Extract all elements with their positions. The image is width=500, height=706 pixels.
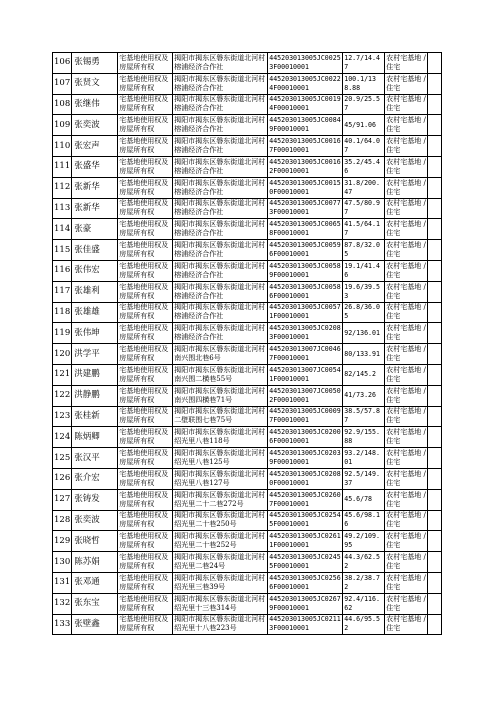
area-value-cell: 92.9/155.88 [343, 427, 385, 448]
owner-name-cell: 张新华 [72, 177, 118, 198]
land-use-cell: 农村宅基地 / 住宅 [385, 156, 428, 177]
land-use-cell: 农村宅基地 / 住宅 [385, 177, 428, 198]
unit-code-cell: 445203013005JC00658F00010001 [268, 219, 343, 240]
empty-cell [428, 260, 442, 281]
right-type-cell: 宅基地使用权及房屋所有权 [118, 468, 173, 489]
property-address-cell: 揭阳市揭东区磐东街道北河村榕浦经济合作社 [173, 240, 268, 261]
property-address-cell: 揭阳市揭东区磐东街道北河村榕浦经济合作社 [173, 94, 268, 115]
row-number-cell: 111 [53, 156, 72, 177]
table-row [53, 364, 442, 385]
property-address-cell: 揭阳市揭东区磐东街道北河村榕浦经济合作社 [173, 73, 268, 94]
right-type-cell: 宅基地使用权及房屋所有权 [118, 427, 173, 448]
owner-name-cell: 张宏声 [72, 136, 118, 157]
table-row [53, 156, 442, 177]
area-value-cell: 20.9/25.57 [343, 94, 385, 115]
table-row [53, 427, 442, 448]
table-row [53, 448, 442, 469]
right-type-cell: 宅基地使用权及房屋所有权 [118, 115, 173, 136]
area-value-cell: 47.5/80.97 [343, 198, 385, 219]
owner-name-cell: 张介宏 [72, 468, 118, 489]
empty-cell [428, 177, 442, 198]
right-type-cell: 宅基地使用权及房屋所有权 [118, 510, 173, 531]
empty-cell [428, 448, 442, 469]
land-use-cell: 农村宅基地 / 住宅 [385, 614, 428, 635]
right-type-cell: 宅基地使用权及房屋所有权 [118, 572, 173, 593]
right-type-cell: 宅基地使用权及房屋所有权 [118, 156, 173, 177]
row-number-cell: 127 [53, 489, 72, 510]
unit-code-cell: 445203013005JC02113F00010001 [268, 614, 343, 635]
land-use-cell: 农村宅基地 / 住宅 [385, 593, 428, 614]
area-value-cell: 40.1/64.07 [343, 136, 385, 157]
owner-name-cell: 张锡勇 [72, 53, 118, 74]
row-number-cell: 116 [53, 260, 72, 281]
owner-name-cell: 张东宝 [72, 593, 118, 614]
table-row [53, 115, 442, 136]
row-number-cell: 121 [53, 364, 72, 385]
land-use-cell: 农村宅基地 / 住宅 [385, 572, 428, 593]
land-use-cell: 农村宅基地 / 住宅 [385, 219, 428, 240]
unit-code-cell: 445203013005JC02039F00010001 [268, 448, 343, 469]
table-row [53, 531, 442, 552]
table-row [53, 593, 442, 614]
owner-name-cell: 张盛华 [72, 156, 118, 177]
right-type-cell: 宅基地使用权及房屋所有权 [118, 531, 173, 552]
empty-cell [428, 489, 442, 510]
unit-code-cell: 445203013005JC00150F00010001 [268, 177, 343, 198]
right-type-cell: 宅基地使用权及房屋所有权 [118, 614, 173, 635]
right-type-cell: 宅基地使用权及房屋所有权 [118, 219, 173, 240]
property-address-cell: 揭阳市揭东区磐东街道北河村榕浦经济合作社 [173, 156, 268, 177]
area-value-cell: 92.5/149.37 [343, 468, 385, 489]
empty-cell [428, 364, 442, 385]
table-row [53, 572, 442, 593]
unit-code-cell: 445203013005JC00194F00010001 [268, 94, 343, 115]
unit-code-cell: 445203013005JC02455F00010001 [268, 552, 343, 573]
owner-name-cell: 张伟宏 [72, 260, 118, 281]
unit-code-cell: 445203013005JC02083F00010001 [268, 323, 343, 344]
owner-name-cell: 洪学平 [72, 344, 118, 365]
area-value-cell: 35.2/45.46 [343, 156, 385, 177]
area-value-cell: 44.6/95.52 [343, 614, 385, 635]
land-use-cell: 农村宅基地 / 住宅 [385, 198, 428, 219]
area-value-cell: 26.8/36.05 [343, 302, 385, 323]
property-address-cell: 揭阳市揭东区磐东街道北河村绍光里二巷24号 [173, 552, 268, 573]
property-address-cell: 揭阳市揭东区磐东街道北河村榕浦经济合作社 [173, 219, 268, 240]
row-number-cell: 119 [53, 323, 72, 344]
row-number-cell: 117 [53, 281, 72, 302]
table-row [53, 468, 442, 489]
unit-code-cell: 445203013007JC00541F00010001 [268, 364, 343, 385]
table-row [53, 385, 442, 406]
row-number-cell: 131 [53, 572, 72, 593]
empty-cell [428, 198, 442, 219]
land-use-cell: 农村宅基地 / 住宅 [385, 448, 428, 469]
table-row [53, 614, 442, 635]
empty-cell [428, 115, 442, 136]
unit-code-cell: 445203013005JC00167F00010001 [268, 136, 343, 157]
property-address-cell: 揭阳市揭东区磐东街道北河村绍光里三巷39号 [173, 572, 268, 593]
owner-name-cell: 陈炳卿 [72, 427, 118, 448]
land-use-cell: 农村宅基地 / 住宅 [385, 260, 428, 281]
empty-cell [428, 510, 442, 531]
row-number-cell: 125 [53, 448, 72, 469]
empty-cell [428, 323, 442, 344]
row-number-cell: 126 [53, 468, 72, 489]
table-row [53, 281, 442, 302]
property-address-cell: 揭阳市揭东区磐东街道北河村榕浦经济合作社 [173, 323, 268, 344]
owner-name-cell: 张贤文 [72, 73, 118, 94]
land-use-cell: 农村宅基地 / 住宅 [385, 136, 428, 157]
row-number-cell: 113 [53, 198, 72, 219]
area-value-cell: 41/73.26 [343, 385, 385, 406]
area-value-cell: 45.6/98.16 [343, 510, 385, 531]
row-number-cell: 107 [53, 73, 72, 94]
land-use-cell: 农村宅基地 / 住宅 [385, 385, 428, 406]
row-number-cell: 124 [53, 427, 72, 448]
owner-name-cell: 张汉平 [72, 448, 118, 469]
unit-code-cell: 445203013005JC00849F00010001 [268, 115, 343, 136]
table-row [53, 177, 442, 198]
right-type-cell: 宅基地使用权及房屋所有权 [118, 448, 173, 469]
table-row [53, 219, 442, 240]
row-number-cell: 110 [53, 136, 72, 157]
property-address-cell: 揭阳市揭东区磐东街道北河村绍光里二十巷252号 [173, 531, 268, 552]
area-value-cell: 93.2/148.01 [343, 448, 385, 469]
empty-cell [428, 53, 442, 74]
right-type-cell: 宅基地使用权及房屋所有权 [118, 281, 173, 302]
row-number-cell: 130 [53, 552, 72, 573]
owner-name-cell: 张继伟 [72, 94, 118, 115]
property-address-cell: 揭阳市揭东区磐东街道北河村绍光里八巷127号 [173, 468, 268, 489]
unit-code-cell: 445203013005JC02607F00010001 [268, 489, 343, 510]
unit-code-cell: 445203013005JC02566F00010001 [268, 572, 343, 593]
table-row [53, 323, 442, 344]
area-value-cell: 44.3/62.52 [343, 552, 385, 573]
area-value-cell: 45.6/78 [343, 489, 385, 510]
unit-code-cell: 445203013005JC02006F00010001 [268, 427, 343, 448]
land-use-cell: 农村宅基地 / 住宅 [385, 510, 428, 531]
unit-code-cell: 445203013005JC02679F00010001 [268, 593, 343, 614]
empty-cell [428, 531, 442, 552]
property-registry-table [52, 52, 442, 635]
area-value-cell: 12.7/14.47 [343, 53, 385, 74]
unit-code-cell: 445203013005JC00224F00010001 [268, 73, 343, 94]
property-address-cell: 揭阳市揭东区磐东街道北河村绍光里二十巷250号 [173, 510, 268, 531]
land-use-cell: 农村宅基地 / 住宅 [385, 53, 428, 74]
property-address-cell: 揭阳市揭东区磐东街道北河村二壁联围七巷75号 [173, 406, 268, 427]
property-address-cell: 揭阳市揭东区磐东街道北河村榕浦经济合作社 [173, 136, 268, 157]
unit-code-cell: 445203013005JC00589F00010001 [268, 260, 343, 281]
unit-code-cell: 445203013005JC00162F00010001 [268, 156, 343, 177]
property-address-cell: 揭阳市揭东区磐东街道北河村榕浦经济合作社 [173, 115, 268, 136]
empty-cell [428, 552, 442, 573]
land-use-cell: 农村宅基地 / 住宅 [385, 281, 428, 302]
property-address-cell: 揭阳市揭东区磐东街道北河村南兴围二横巷55号 [173, 364, 268, 385]
table-row [53, 94, 442, 115]
owner-name-cell: 张晓哲 [72, 531, 118, 552]
land-use-cell: 农村宅基地 / 住宅 [385, 531, 428, 552]
row-number-cell: 122 [53, 385, 72, 406]
empty-cell [428, 468, 442, 489]
area-value-cell: 80/133.91 [343, 344, 385, 365]
row-number-cell: 114 [53, 219, 72, 240]
unit-code-cell: 445203013007JC00502F00010001 [268, 385, 343, 406]
row-number-cell: 109 [53, 115, 72, 136]
owner-name-cell: 洪静鹏 [72, 385, 118, 406]
property-address-cell: 揭阳市揭东区磐东街道北河村绍光里八巷125号 [173, 448, 268, 469]
land-use-cell: 农村宅基地 / 住宅 [385, 115, 428, 136]
area-value-cell: 38.5/57.87 [343, 406, 385, 427]
empty-cell [428, 385, 442, 406]
owner-name-cell: 张雄利 [72, 281, 118, 302]
owner-name-cell: 张豪 [72, 219, 118, 240]
property-address-cell: 揭阳市揭东区磐东街道北河村绍光里十三巷314号 [173, 593, 268, 614]
area-value-cell: 19.6/39.53 [343, 281, 385, 302]
row-number-cell: 123 [53, 406, 72, 427]
property-address-cell: 揭阳市揭东区磐东街道北河村绍光里十八巷223号 [173, 614, 268, 635]
table-row [53, 198, 442, 219]
table-row [53, 53, 442, 74]
area-value-cell: 82/145.2 [343, 364, 385, 385]
area-value-cell: 49.2/109.95 [343, 531, 385, 552]
area-value-cell: 92/136.01 [343, 323, 385, 344]
owner-name-cell: 张铸发 [72, 489, 118, 510]
unit-code-cell: 445203013005JC02611F00010001 [268, 531, 343, 552]
area-value-cell: 87.8/32.05 [343, 240, 385, 261]
empty-cell [428, 593, 442, 614]
area-value-cell: 92.4/116.62 [343, 593, 385, 614]
row-number-cell: 106 [53, 53, 72, 74]
empty-cell [428, 344, 442, 365]
land-use-cell: 农村宅基地 / 住宅 [385, 240, 428, 261]
owner-name-cell: 张雄雄 [72, 302, 118, 323]
row-number-cell: 112 [53, 177, 72, 198]
table-row [53, 489, 442, 510]
right-type-cell: 宅基地使用权及房屋所有权 [118, 385, 173, 406]
property-address-cell: 揭阳市揭东区磐东街道北河村南兴围四横巷71号 [173, 385, 268, 406]
owner-name-cell: 张佳盛 [72, 240, 118, 261]
area-value-cell: 38.2/38.72 [343, 572, 385, 593]
empty-cell [428, 136, 442, 157]
empty-cell [428, 240, 442, 261]
unit-code-cell: 445203013005JC02080F00010001 [268, 468, 343, 489]
property-address-cell: 揭阳市揭东区磐东街道北河村榕浦经济合作社 [173, 198, 268, 219]
land-use-cell: 农村宅基地 / 住宅 [385, 489, 428, 510]
property-address-cell: 揭阳市揭东区磐东街道北河村榕浦经济合作社 [173, 53, 268, 74]
right-type-cell: 宅基地使用权及房屋所有权 [118, 489, 173, 510]
right-type-cell: 宅基地使用权及房屋所有权 [118, 73, 173, 94]
land-use-cell: 农村宅基地 / 住宅 [385, 323, 428, 344]
empty-cell [428, 94, 442, 115]
row-number-cell: 133 [53, 614, 72, 635]
right-type-cell: 宅基地使用权及房屋所有权 [118, 94, 173, 115]
table-row [53, 240, 442, 261]
table-row [53, 344, 442, 365]
unit-code-cell: 445203013005JC00571F00010001 [268, 302, 343, 323]
right-type-cell: 宅基地使用权及房屋所有权 [118, 552, 173, 573]
area-value-cell: 31.8/200.47 [343, 177, 385, 198]
property-address-cell: 揭阳市揭东区磐东街道北河村榕浦经济合作社 [173, 281, 268, 302]
property-address-cell: 揭阳市揭东区磐东街道北河村绍光里八巷118号 [173, 427, 268, 448]
right-type-cell: 宅基地使用权及房屋所有权 [118, 260, 173, 281]
table-row [53, 552, 442, 573]
right-type-cell: 宅基地使用权及房屋所有权 [118, 593, 173, 614]
table-row [53, 260, 442, 281]
owner-name-cell: 张奕波 [72, 115, 118, 136]
row-number-cell: 128 [53, 510, 72, 531]
land-use-cell: 农村宅基地 / 住宅 [385, 406, 428, 427]
row-number-cell: 132 [53, 593, 72, 614]
area-value-cell: 45/91.06 [343, 115, 385, 136]
owner-name-cell: 张壁鑫 [72, 614, 118, 635]
right-type-cell: 宅基地使用权及房屋所有权 [118, 406, 173, 427]
land-use-cell: 农村宅基地 / 住宅 [385, 73, 428, 94]
land-use-cell: 农村宅基地 / 住宅 [385, 552, 428, 573]
empty-cell [428, 219, 442, 240]
owner-name-cell: 张桂新 [72, 406, 118, 427]
land-use-cell: 农村宅基地 / 住宅 [385, 468, 428, 489]
land-use-cell: 农村宅基地 / 住宅 [385, 344, 428, 365]
property-address-cell: 揭阳市揭东区磐东街道北河村南兴围北巷6号 [173, 344, 268, 365]
unit-code-cell: 445203013005JC00773F00010001 [268, 198, 343, 219]
unit-code-cell: 445203013005JC00596F00010001 [268, 240, 343, 261]
row-number-cell: 115 [53, 240, 72, 261]
land-use-cell: 农村宅基地 / 住宅 [385, 302, 428, 323]
empty-cell [428, 302, 442, 323]
table-row [53, 136, 442, 157]
row-number-cell: 108 [53, 94, 72, 115]
owner-name-cell: 张新华 [72, 198, 118, 219]
property-address-cell: 揭阳市揭东区磐东街道北河村绍光里二十二巷272号 [173, 489, 268, 510]
area-value-cell: 41.5/64.17 [343, 219, 385, 240]
owner-name-cell: 张奕波 [72, 510, 118, 531]
owner-name-cell: 张邓通 [72, 572, 118, 593]
table-row [53, 302, 442, 323]
right-type-cell: 宅基地使用权及房屋所有权 [118, 323, 173, 344]
area-value-cell: 19.1/41.46 [343, 260, 385, 281]
property-address-cell: 揭阳市揭东区磐东街道北河村榕浦经济合作社 [173, 260, 268, 281]
empty-cell [428, 427, 442, 448]
unit-code-cell: 445203013005JC00097F00010001 [268, 406, 343, 427]
table-row [53, 406, 442, 427]
owner-name-cell: 洪建鹏 [72, 364, 118, 385]
unit-code-cell: 445203013005JC02545F00010001 [268, 510, 343, 531]
right-type-cell: 宅基地使用权及房屋所有权 [118, 198, 173, 219]
land-use-cell: 农村宅基地 / 住宅 [385, 94, 428, 115]
unit-code-cell: 445203013005JC00586F00010001 [268, 281, 343, 302]
right-type-cell: 宅基地使用权及房屋所有权 [118, 344, 173, 365]
unit-code-cell: 445203013007JC00467F00010001 [268, 344, 343, 365]
empty-cell [428, 406, 442, 427]
row-number-cell: 129 [53, 531, 72, 552]
table-row [53, 73, 442, 94]
land-use-cell: 农村宅基地 / 住宅 [385, 364, 428, 385]
row-number-cell: 118 [53, 302, 72, 323]
table-body [53, 53, 442, 635]
empty-cell [428, 281, 442, 302]
table-row [53, 510, 442, 531]
owner-name-cell: 陈苏娟 [72, 552, 118, 573]
right-type-cell: 宅基地使用权及房屋所有权 [118, 177, 173, 198]
row-number-cell: 120 [53, 344, 72, 365]
unit-code-cell: 445203013005JC00253F00010001 [268, 53, 343, 74]
right-type-cell: 宅基地使用权及房屋所有权 [118, 53, 173, 74]
empty-cell [428, 156, 442, 177]
land-use-cell: 农村宅基地 / 住宅 [385, 427, 428, 448]
empty-cell [428, 614, 442, 635]
right-type-cell: 宅基地使用权及房屋所有权 [118, 136, 173, 157]
right-type-cell: 宅基地使用权及房屋所有权 [118, 364, 173, 385]
empty-cell [428, 73, 442, 94]
property-address-cell: 揭阳市揭东区磐东街道北河村榕浦经济合作社 [173, 177, 268, 198]
right-type-cell: 宅基地使用权及房屋所有权 [118, 302, 173, 323]
property-address-cell: 揭阳市揭东区磐东街道北河村榕浦经济合作社 [173, 302, 268, 323]
right-type-cell: 宅基地使用权及房屋所有权 [118, 240, 173, 261]
owner-name-cell: 张伟坤 [72, 323, 118, 344]
empty-cell [428, 572, 442, 593]
area-value-cell: 100.1/138.88 [343, 73, 385, 94]
